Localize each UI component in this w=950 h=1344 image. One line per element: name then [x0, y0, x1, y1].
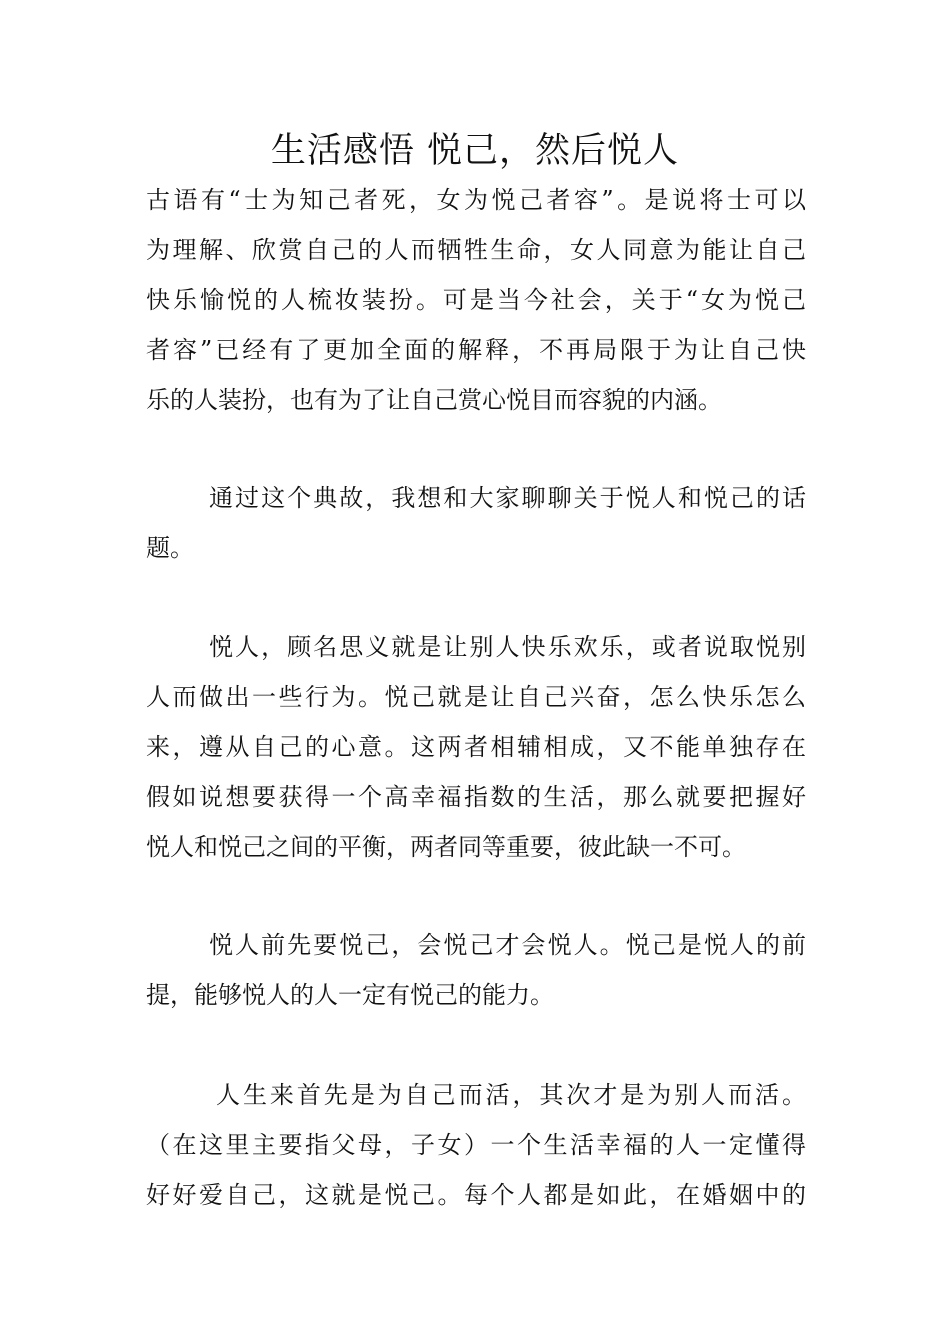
paragraph-5-line-3: 好好爱自己，这就是悦己。每个人都是如此，在婚姻中的: [146, 1181, 806, 1209]
paragraph-4-line-2: 提，能够悦人的人一定有悦己的能力。: [146, 981, 554, 1009]
paragraph-1-line-2: 为理解、欣赏自己的人而牺牲生命，女人同意为能让自己: [146, 236, 806, 264]
paragraph-5-line-1: 人生来首先是为自己而活，其次才是为别人而活。: [216, 1081, 806, 1109]
paragraph-1-line-3: 快乐愉悦的人梳妆装扮。可是当今社会，关于“女为悦己: [146, 286, 806, 314]
page-title: 生活感悟 悦己，然后悦人: [270, 131, 680, 171]
paragraph-2-line-2: 题。: [146, 534, 194, 562]
paragraph-1-line-5: 乐的人装扮，也有为了让自己赏心悦目而容貌的内涵。: [146, 386, 722, 414]
paragraph-3-line-3: 来，遵从自己的心意。这两者相辅相成，又不能单独存在: [146, 733, 806, 761]
paragraph-4-line-1: 悦人前先要悦己，会悦己才会悦人。悦己是悦人的前: [209, 931, 806, 959]
paragraph-3-line-4: 假如说想要获得一个高幸福指数的生活，那么就要把握好: [146, 783, 806, 811]
paragraph-1-line-1: 古语有“士为知己者死，女为悦己者容”。是说将士可以: [146, 186, 806, 214]
paragraph-1-line-4: 者容”已经有了更加全面的解释，不再局限于为让自己快: [146, 336, 806, 364]
paragraph-5-line-2: （在这里主要指父母，子女）一个生活幸福的人一定懂得: [146, 1131, 806, 1159]
paragraph-3-line-2: 人而做出一些行为。悦己就是让自己兴奋，怎么快乐怎么: [146, 683, 806, 711]
paragraph-3-line-1: 悦人，顾名思义就是让别人快乐欢乐，或者说取悦别: [209, 633, 806, 661]
paragraph-2-line-1: 通过这个典故，我想和大家聊聊关于悦人和悦己的话: [209, 484, 806, 512]
paragraph-3-line-5: 悦人和悦己之间的平衡，两者同等重要，彼此缺一不可。: [146, 833, 746, 861]
